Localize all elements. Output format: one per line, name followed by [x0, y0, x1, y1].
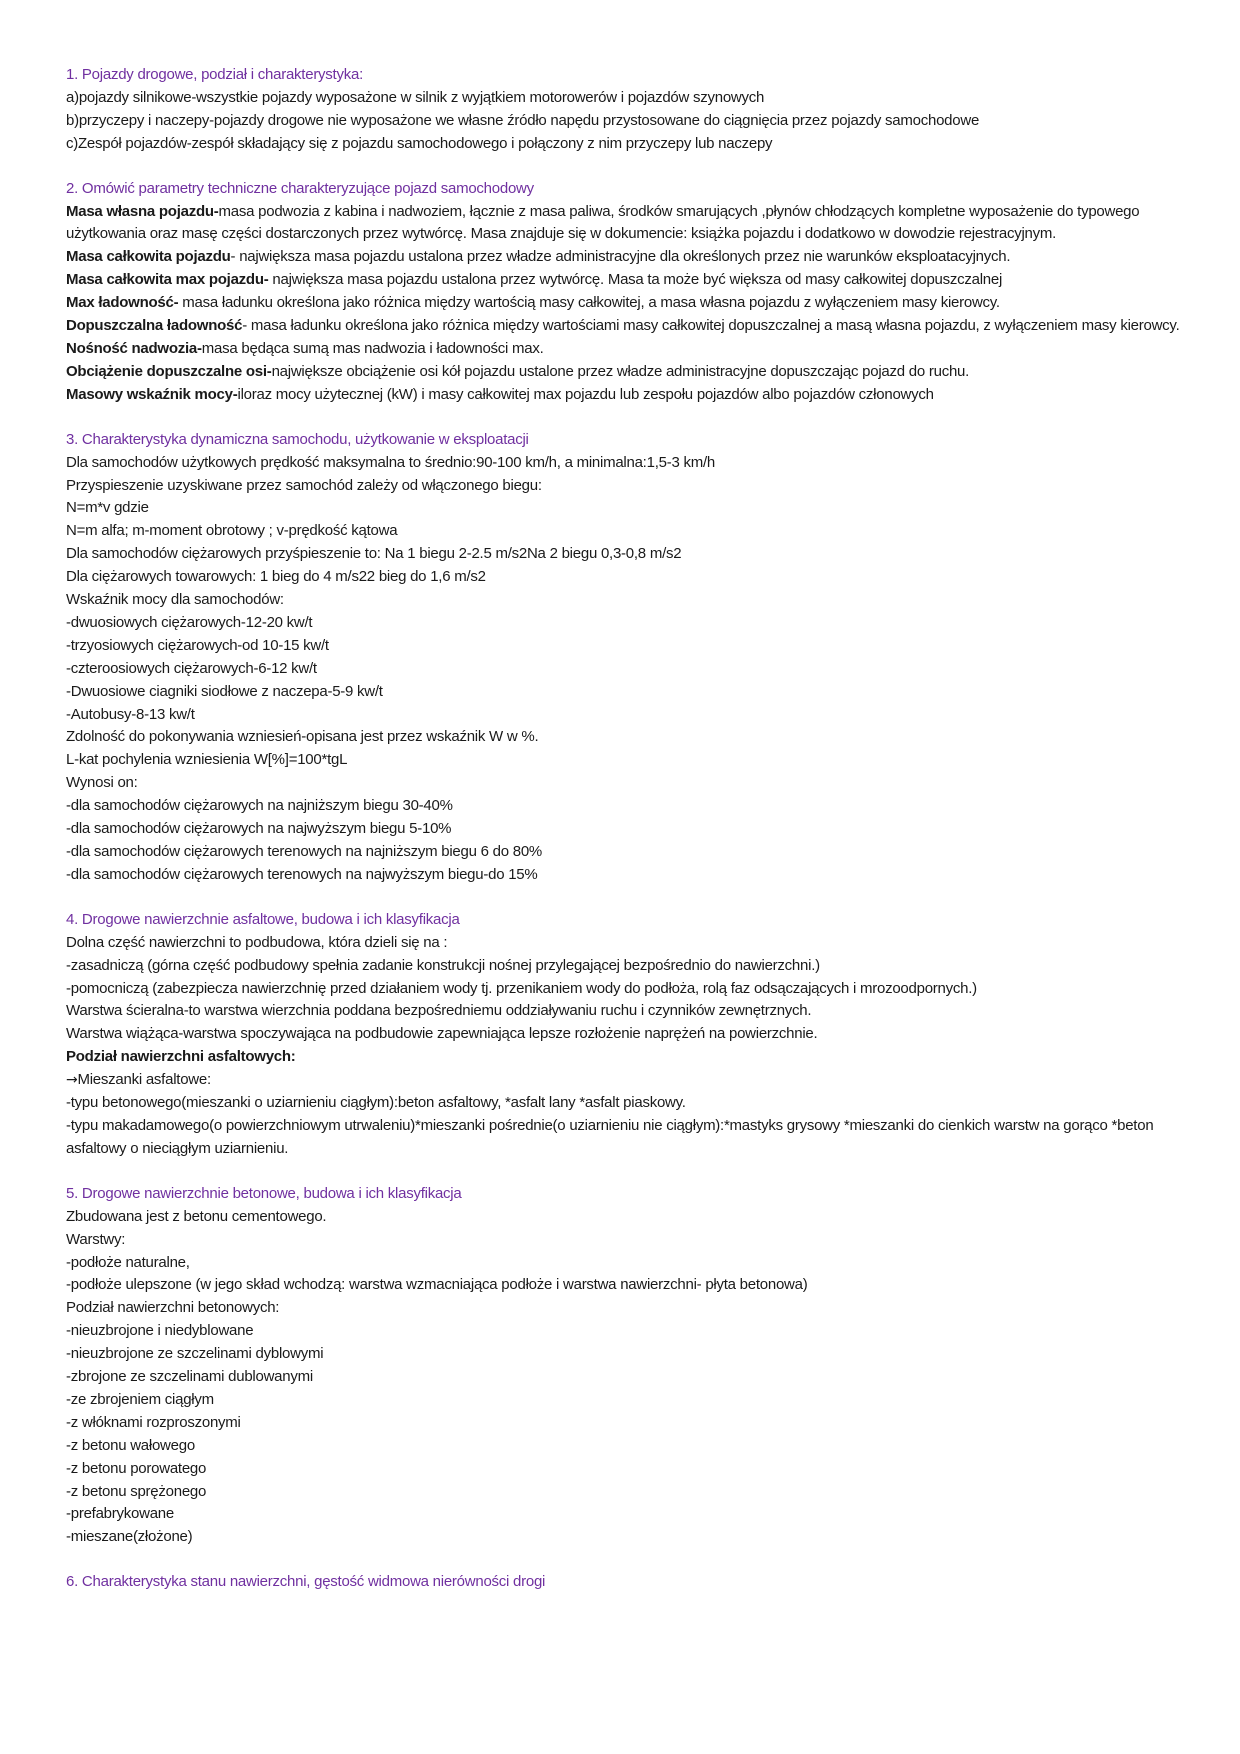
text-line: -typu betonowego(mieszanki o uziarnieniu ciągłym):beton asfaltowy, *asfalt lany *asfalt piaskowy.: [66, 1094, 686, 1112]
text-line: -mieszane(złożone): [66, 1528, 193, 1546]
text-line: c)Zespół pojazdów-zespół składający się z pojazdu samochodowego i połączony z nim przyczepy lub naczepy: [66, 134, 773, 152]
text-line: -trzyosiowych ciężarowych-od 10-15 kw/t: [66, 636, 329, 654]
text-line: -dla samochodów ciężarowych terenowych na najwyższym biegu-do 15%: [66, 865, 538, 883]
definition-term: Nośność nadwozia-: [66, 339, 202, 357]
text-line: Warstwa wiążąca-warstwa spoczywająca na podbudowie zapewniająca lepsze rozłożenie naprężeń na powierzchnie.: [66, 1025, 818, 1043]
arrow-line-text: Mieszanki asfaltowe:: [77, 1071, 211, 1089]
text-line: Wynosi on:: [66, 774, 138, 792]
definition-text: - największa masa pojazdu ustalona przez władze administracyjne dla określonych przez nie warunków eksploatacyjnych.: [230, 248, 1011, 266]
definition-paragraph: [66, 292, 1196, 315]
definition-paragraph: [66, 201, 1196, 247]
text-line: -zasadniczą (górna część podbudowy spełnia zadanie konstrukcji nośnej przylegającej bezpośrednio do nawierzchni.): [66, 956, 820, 974]
text-line: -z betonu porowatego: [66, 1459, 207, 1477]
text-line: L-kat pochylenia wzniesienia W[%]=100*tgL: [66, 751, 348, 769]
definition-paragraph: [66, 246, 1196, 269]
text-line: -ze zbrojeniem ciągłym: [66, 1390, 214, 1408]
text-line: Warstwy:: [66, 1230, 126, 1248]
definition-paragraph: [66, 315, 1196, 338]
text-line: -prefabrykowane: [66, 1505, 174, 1523]
section-5: [66, 1183, 1196, 1550]
section-heading: 5. Drogowe nawierzchnie betonowe, budowa i ich klasyfikacja: [66, 1184, 462, 1202]
subheading: Podział nawierzchni asfaltowych:: [66, 1048, 296, 1066]
definition-text: masa będąca sumą mas nadwozia i ładowności max.: [201, 339, 544, 357]
section-6: [66, 1571, 1196, 1594]
arrow-right-icon: →: [66, 1072, 78, 1089]
definition-term: Dopuszczalna ładowność: [66, 317, 243, 335]
text-line: -dwuosiowych ciężarowych-12-20 kw/t: [66, 613, 313, 631]
text-line: -podłoże ulepszone (w jego skład wchodzą: warstwa wzmacniająca podłoże i warstwa nawierzchni- płyta betonowa): [66, 1276, 808, 1294]
text-line: -z betonu wałowego: [66, 1436, 195, 1454]
text-line: -z włóknami rozproszonymi: [66, 1413, 241, 1431]
text-line: -dla samochodów ciężarowych na najniższym biegu 30-40%: [66, 797, 453, 815]
definition-term: Obciążenie dopuszczalne osi-: [66, 362, 272, 380]
text-line: Podział nawierzchni betonowych:: [66, 1299, 280, 1317]
text-line: Wskaźnik mocy dla samochodów:: [66, 591, 284, 609]
definition-text: największe obciążenie osi kół pojazdu ustalone przez władze administracyjne dopuszczając pojazd do ruchu.: [271, 362, 970, 380]
text-line: -pomocniczą (zabezpiecza nawierzchnię przed działaniem wody tj. przenikaniem wody do podłoża, rolą faz odsączających i mrozoodpornych.): [66, 979, 977, 997]
text-line: -czteroosiowych ciężarowych-6-12 kw/t: [66, 659, 317, 677]
section-2: [66, 178, 1196, 407]
section-heading: 3. Charakterystyka dynamiczna samochodu, użytkowanie w eksploatacji: [66, 430, 529, 448]
text-line: N=m alfa; m-moment obrotowy ; v-prędkość kątowa: [66, 522, 398, 540]
section-3: [66, 429, 1196, 887]
definition-paragraph: [66, 384, 1196, 407]
section-heading: 2. Omówić parametry techniczne charakteryzujące pojazd samochodowy: [66, 179, 534, 197]
text-line: Dla samochodów użytkowych prędkość maksymalna to średnio:90-100 km/h, a minimalna:1,5-3 km/h: [66, 453, 715, 471]
definition-text: największa masa pojazdu ustalona przez wytwórcę. Masa ta może być większa od masy całkowitej dopuszczalnej: [268, 271, 1003, 289]
text-line: -Autobusy-8-13 kw/t: [66, 705, 195, 723]
definition-text: masa podwozia z kabina i nadwoziem, łącznie z masa paliwa, środków smarujących ,płynów chłodzących kompletne wyposażenie do typowego użytkowania oraz masę części dostarczonych przez wytwórcę. Masa znajduje się w dokumencie: książka pojazdu i dodatkowo w dowodzie rejestracyjnym.: [66, 202, 1140, 243]
definition-term: Masowy wskaźnik mocy-: [66, 385, 238, 403]
text-line: -dla samochodów ciężarowych terenowych na najniższym biegu 6 do 80%: [66, 843, 543, 860]
section-heading: 4. Drogowe nawierzchnie asfaltowe, budowa i ich klasyfikacja: [66, 910, 460, 928]
definition-term: Masa całkowita max pojazdu-: [66, 271, 269, 289]
definition-text: - masa ładunku określona jako różnica między wartościami masy całkowitej dopuszczalnej a masą własna pojazdu, z wyłączeniem masy kierowcy.: [242, 317, 1180, 335]
definition-paragraph: [66, 338, 1196, 361]
text-line: b)przyczepy i naczepy-pojazdy drogowe nie wyposażone we własne źródło napędu przystosowane do ciągnięcia przez pojazdy samochodowe: [66, 111, 980, 129]
text-line: -typu makadamowego(o powierzchniowym utrwaleniu)*mieszanki pośrednie(o uziarnieniu nie ciągłym):*mastyks grysowy *mieszanki do cienkich warstw na gorąco *beton asfaltowy o nieciągłym uziarnieniu.: [66, 1116, 1154, 1157]
text-line: -nieuzbrojone i niedyblowane: [66, 1322, 254, 1340]
text-line: N=m*v gdzie: [66, 499, 149, 517]
text-line: Zbudowana jest z betonu cementowego.: [66, 1207, 327, 1225]
section-1: [66, 64, 1196, 156]
section-4: [66, 909, 1196, 1161]
text-line: -podłoże naturalne,: [66, 1253, 190, 1271]
document-page: [66, 64, 1196, 1594]
definition-term: Masa własna pojazdu-: [66, 202, 219, 220]
text-line: -zbrojone ze szczelinami dublowanymi: [66, 1368, 313, 1386]
text-line: -Dwuosiowe ciagniki siodłowe z naczepa-5-9 kw/t: [66, 682, 383, 700]
definition-text: masa ładunku określona jako różnica między wartością masy całkowitej, a masa własna pojazdu z wyłączeniem masy kierowcy.: [178, 294, 1000, 312]
definition-term: Masa całkowita pojazdu: [66, 248, 231, 266]
text-line: a)pojazdy silnikowe-wszystkie pojazdy wyposażone w silnik z wyjątkiem motorowerów i pojazdów szynowych: [66, 88, 765, 106]
text-line: -nieuzbrojone ze szczelinami dyblowymi: [66, 1345, 324, 1363]
definition-text: iloraz mocy użytecznej (kW) i masy całkowitej max pojazdu lub zespołu pojazdów albo pojazdów członowych: [237, 385, 934, 403]
definition-paragraph: [66, 361, 1196, 384]
text-line: Przyspieszenie uzyskiwane przez samochód zależy od włączonego biegu:: [66, 476, 542, 494]
definition-paragraph: [66, 269, 1196, 292]
text-line: Dla ciężarowych towarowych: 1 bieg do 4 m/s22 bieg do 1,6 m/s2: [66, 568, 486, 586]
definition-term: Max ładowność-: [66, 294, 179, 312]
arrow-line: [66, 1069, 1196, 1092]
text-line: -z betonu sprężonego: [66, 1482, 207, 1500]
text-line: Dolna część nawierzchni to podbudowa, która dzieli się na :: [66, 933, 448, 951]
section-heading: 6. Charakterystyka stanu nawierzchni, gęstość widmowa nierówności drogi: [66, 1573, 546, 1591]
section-heading: 1. Pojazdy drogowe, podział i charakterystyka:: [66, 66, 363, 83]
text-line: -dla samochodów ciężarowych na najwyższym biegu 5-10%: [66, 820, 452, 838]
text-line: Warstwa ścieralna-to warstwa wierzchnia poddana bezpośredniemu oddziaływaniu ruchu i czynników zewnętrznych.: [66, 1002, 812, 1020]
text-line: Zdolność do pokonywania wzniesień-opisana jest przez wskaźnik W w %.: [66, 728, 539, 746]
text-line: Dla samochodów ciężarowych przyśpieszenie to: Na 1 biegu 2-2.5 m/s2Na 2 biegu 0,3-0,8 m/s2: [66, 545, 682, 563]
